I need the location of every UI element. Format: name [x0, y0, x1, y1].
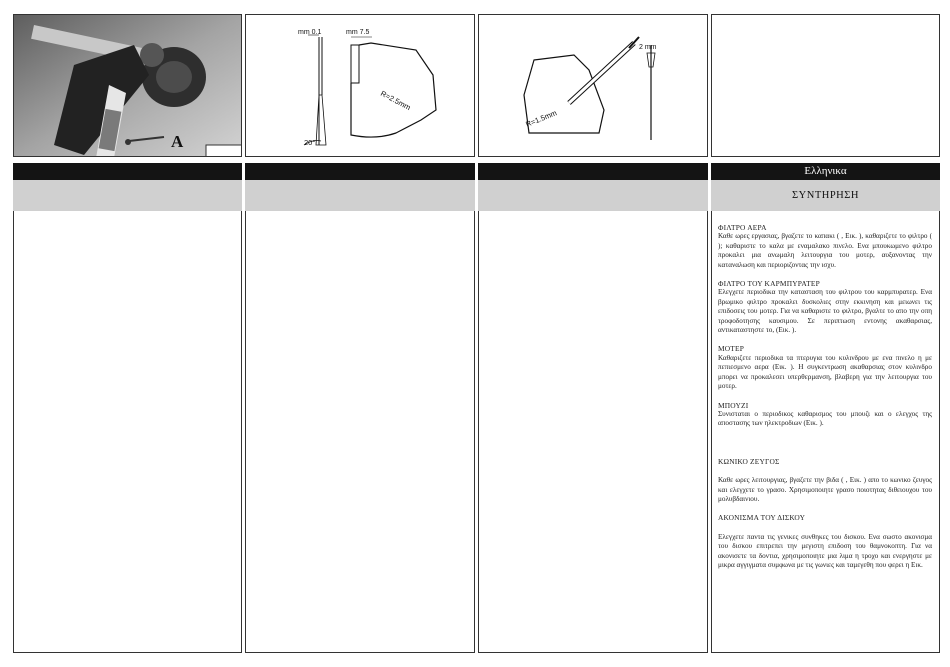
column-3 — [478, 211, 708, 653]
figure-file-sharpening — [478, 14, 708, 157]
angle-label: 20° — [304, 138, 316, 147]
figure-photo — [13, 14, 242, 157]
dim-label: 2 mm — [639, 44, 657, 51]
section-bar-col1 — [13, 180, 242, 211]
paragraph-bevel-gear: Καθε ωρες λειτουργιας, βγαζετε την βιδα ( , Εικ. ) απο το κωνικο ζευγος και ελεγχετε το γρασο. Χρησιμοποιητε γρασο ποιοτητας διθειουχου του μολυβδαινιου. — [718, 476, 932, 503]
column-1 — [13, 211, 242, 653]
paragraph-spark-plug: Συνισταται ο περιοδικος καθαρισμος του μπουζι και ο ελεγχος της αποστασης των ηλεκτροδιων (Εικ. ). — [718, 409, 932, 428]
trimmer-photo-illustration — [14, 15, 242, 157]
dim-label-a: mm 0.1 — [298, 29, 322, 36]
dim-label-b: mm 7.5 — [346, 29, 370, 36]
header-bar-col2 — [245, 163, 475, 180]
file-sharpening-diagram — [479, 15, 707, 156]
heading-blade-sharpening: ΑΚΟΝΙΣΜΑ ΤΟΥ ΔΙΣΚΟΥ — [718, 513, 806, 523]
maintenance-text — [718, 223, 932, 570]
heading-carburetor-filter: ΦΙΛΤΡΟ ΤΟΥ ΚΑΡΜΠΥΡΑΤΕΡ — [718, 279, 820, 289]
section-bar-col2 — [245, 180, 475, 211]
paragraph-blade-sharpening: Ελεγχετε παντα τις γενικες συνθηκες του δισκου. Ενα σωστο ακονισμα του δισκου επιτρεπει την μεγιστη επιδοση του θαμνοκοπτη. Για να ακονισετε τα δοντια, χρησιμοποιητε μια λιμα η τροχο και ενεργηστε με μικρα αγγιγματα συμφωνα με τις γωνιες και ταμεγεθη που φερει η Εικ. — [718, 532, 932, 569]
figure-blade-tooth — [245, 14, 475, 157]
header-bar-col1 — [13, 163, 242, 180]
heading-bevel-gear: ΚΩΝΙΚΟ ΖΕΥΓΟΣ — [718, 456, 780, 466]
figure-empty — [711, 14, 940, 157]
heading-spark-plug: ΜΠΟΥΖΙ — [718, 400, 749, 410]
radius-label: R=1.5mm — [524, 108, 559, 129]
column-2 — [245, 211, 475, 653]
language-label: Ελληνικα — [711, 163, 940, 180]
paragraph-air-filter: Καθε ωρες εργασιας, βγαζετε το καπακι ( , Εικ. ), καθαριζετε το φιλτρο ( ); καθαριστε το καλα με εναμαλακο πινελο. Ενα μπουκωμενο φιλτρο προκαλει μια ανωμαλη λειτουργια του μοτερ, αυξανοντας την καταναλωση και περιοριζοντας την ισχυ. — [718, 232, 932, 269]
header-bar-col3 — [478, 163, 708, 180]
heading-air-filter: ΦΙΛΤΡΟ ΑΕΡΑ — [718, 223, 767, 232]
section-title: ΣΥΝΤΗΡΗΣΗ — [711, 180, 940, 211]
section-bar-col3 — [478, 180, 708, 211]
figure-label: A — [171, 132, 184, 151]
paragraph-carburetor-filter: Ελεγχετε περιοδικα την κατασταση του φιλτρου του καρμπυρατερ. Ενα βρωμικο φιλτρο προκαλει δυσκολιες στην εκκινηση και μειωνει τις επιδοσεις του μοτερ. Για να καθαριστε το φιλτρο, βγαλτε το απο την οπη τροφοδοτησης καυσιμου. Σε περιπτωση εντονης ακαθαρσιας, αντικαταστηστε το, (Εικ. ). — [718, 288, 932, 335]
blade-tooth-diagram — [246, 15, 474, 156]
heading-engine: ΜΟΤΕΡ — [718, 344, 745, 354]
paragraph-engine: Καθαριζετε περιοδικα τα πτερυγια του κυλινδρου με ενα πινελο η με πεπιεσμενο αερα (Εικ. ). Η συγκεντρωση ακαθαρσιας στον κυλινδρο μπορει να προκαλεσει υπερθερμανση, βλαβερη για την λειτουργια του μοτερ. — [718, 353, 932, 391]
radius-label: R=2.5mm — [379, 88, 413, 113]
